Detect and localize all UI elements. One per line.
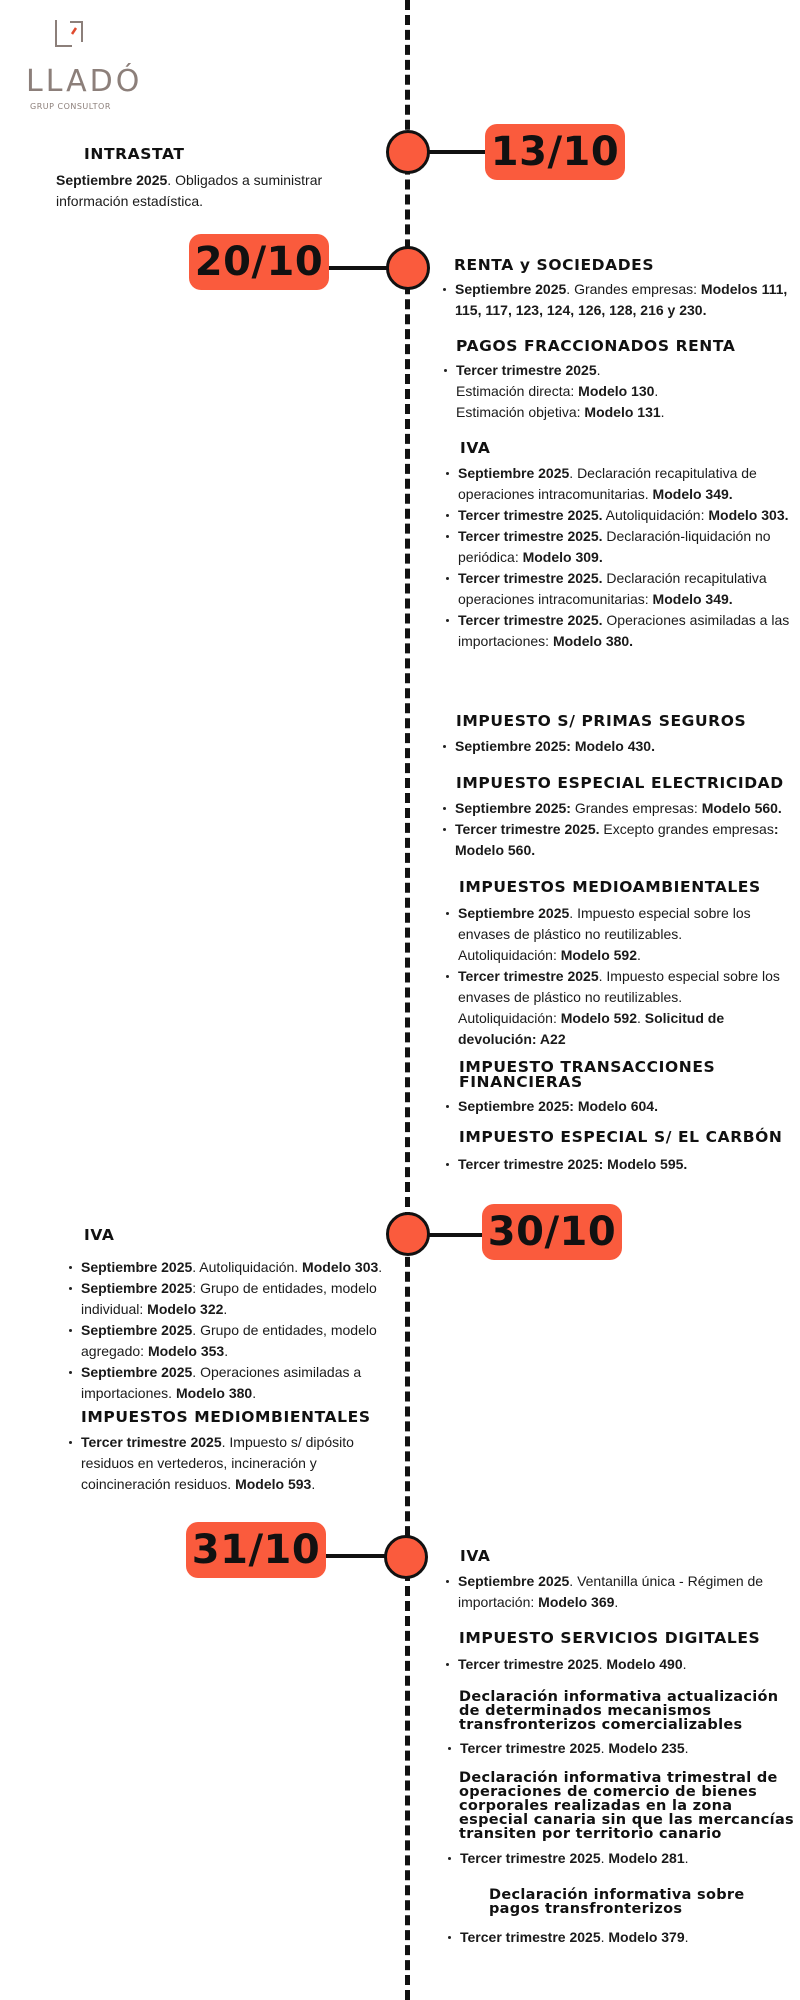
list-item: Septiembre 2025. Autoliquidación. Modelo 303. [81, 1257, 421, 1278]
list-item: Septiembre 2025. Operaciones asimiladas a importaciones. Modelo 380. [81, 1362, 421, 1404]
timeline-line [405, 0, 410, 2000]
list-item: Tercer trimestre 2025. Modelo 379. [460, 1927, 790, 1948]
list-item: Septiembre 2025: Grandes empresas: Modelo 560. [455, 798, 800, 819]
logo-mark-icon [26, 16, 116, 56]
medio-30-list [63, 1432, 391, 1495]
list-item: Tercer trimestre 2025. Declaración-liquidación no periódica: Modelo 309. [458, 526, 798, 568]
list-item: Septiembre 2025. Declaración recapitulativa de operaciones intracomunitarias. Modelo 349. [458, 463, 798, 505]
list-item: Tercer trimestre 2025: Modelo 595. [458, 1154, 788, 1175]
medioambientales-list [440, 903, 783, 1050]
iva-20-list [440, 463, 798, 652]
connector-30-10 [428, 1233, 484, 1237]
list-item: Tercer trimestre 2025. Operaciones asimiladas a las importaciones: Modelo 380. [458, 610, 798, 652]
list-item: Septiembre 2025: Modelo 430. [455, 736, 795, 757]
transacciones-title: IMPUESTO TRANSACCIONES FINANCIERAS [459, 1058, 716, 1091]
connector-31-10 [326, 1554, 388, 1558]
list-item: Tercer trimestre 2025. Excepto grandes empresas: Modelo 560. [455, 819, 800, 861]
electricidad-title: IMPUESTO ESPECIAL ELECTRICIDAD [456, 774, 784, 792]
digitales-list [440, 1654, 788, 1675]
mecanismos-list [442, 1738, 790, 1759]
list-item: Tercer trimestre 2025. Modelo 235. [460, 1738, 790, 1759]
transacciones-list [440, 1096, 788, 1117]
iva-31-list [440, 1571, 798, 1613]
list-item: Septiembre 2025. Grandes empresas: Modelos 111, 115, 117, 123, 124, 126, 128, 216 y 230. [455, 279, 800, 321]
list-item: Septiembre 2025. Ventanilla única - Régimen de importación: Modelo 369. [458, 1571, 798, 1613]
list-item: Septiembre 2025: Grupo de entidades, modelo individual: Modelo 322. [81, 1278, 421, 1320]
list-item: Tercer trimestre 2025. Autoliquidación: Modelo 303. [458, 505, 798, 526]
list-item: Tercer trimestre 2025. Declaración recapitulativa operaciones intracomunitarias: Modelo 349. [458, 568, 798, 610]
list-item: Tercer trimestre 2025. Estimación directa: Modelo 130. Estimación objetiva: Modelo 131. [456, 360, 796, 423]
intrastat-title: INTRASTAT [84, 145, 185, 163]
iva-30-list [63, 1257, 421, 1404]
carbon-title: IMPUESTO ESPECIAL S/ EL CARBÓN [459, 1128, 783, 1146]
intrastat-desc: . Obligados a suministrar información estadística. [56, 172, 323, 209]
primas-list [437, 736, 795, 757]
canarias-title: Declaración informativa trimestral de operaciones de comercio de bienes corporales realizadas en la zona especial canaria sin que las mercancías transiten por territorio canario [459, 1770, 794, 1842]
iva-20-title: IVA [460, 439, 491, 457]
timeline-node-20-10 [386, 246, 430, 290]
date-badge-20-10: 20/10 [189, 234, 329, 290]
pagos-title: PAGOS FRACCIONADOS RENTA [456, 337, 736, 355]
mecanismos-title: Declaración informativa actualización de determinados mecanismos transfronterizos comercializables [459, 1689, 779, 1733]
list-item: Septiembre 2025. Impuesto especial sobre los envases de plástico no reutilizables. Autoliquidación: Modelo 592. [458, 903, 783, 966]
pagos-list [438, 360, 796, 423]
pagos-trans-title: Declaración informativa sobre pagos transfronterizos [489, 1887, 745, 1917]
iva-30-title: IVA [84, 1226, 115, 1244]
list-item: Septiembre 2025: Modelo 604. [458, 1096, 788, 1117]
canarias-list [442, 1848, 790, 1869]
connector-20-10 [329, 266, 389, 270]
digitales-title: IMPUESTO SERVICIOS DIGITALES [459, 1629, 761, 1647]
date-badge-13-10: 13/10 [485, 124, 625, 180]
carbon-list [440, 1154, 788, 1175]
list-item: Tercer trimestre 2025. Impuesto s/ dipósito residuos en vertederos, incineración y coincineración residuos. Modelo 593. [81, 1432, 391, 1495]
intrastat-text [56, 170, 346, 212]
timeline-node-30-10 [386, 1212, 430, 1256]
date-badge-30-10: 30/10 [482, 1204, 622, 1260]
logo-name: LLADÓ [26, 64, 143, 99]
list-item: Tercer trimestre 2025. Impuesto especial sobre los envases de plástico no reutilizables. Autoliquidación: Modelo 592. Solicitud de devolución: A22 [458, 966, 783, 1050]
connector-13-10 [428, 150, 486, 154]
primas-title: IMPUESTO S/ PRIMAS SEGUROS [456, 712, 747, 730]
list-item: Septiembre 2025. Grupo de entidades, modelo agregado: Modelo 353. [81, 1320, 421, 1362]
list-item: Tercer trimestre 2025. Modelo 490. [458, 1654, 788, 1675]
medio-30-title: IMPUESTOS MEDIOMBIENTALES [81, 1408, 371, 1426]
pagos-trans-list [442, 1927, 790, 1948]
renta-list [437, 279, 800, 321]
timeline-node-31-10 [384, 1535, 428, 1579]
logo [26, 16, 143, 116]
date-badge-31-10: 31/10 [186, 1522, 326, 1578]
timeline-node-13-10 [386, 130, 430, 174]
iva-31-title: IVA [460, 1547, 491, 1565]
electricidad-list [437, 798, 800, 861]
renta-title: RENTA y SOCIEDADES [454, 256, 655, 274]
logo-tagline: GRUP CONSULTOR [30, 102, 111, 111]
list-item: Tercer trimestre 2025. Modelo 281. [460, 1848, 790, 1869]
medioambientales-title: IMPUESTOS MEDIOAMBIENTALES [459, 878, 761, 896]
intrastat-period: Septiembre 2025 [56, 172, 168, 188]
